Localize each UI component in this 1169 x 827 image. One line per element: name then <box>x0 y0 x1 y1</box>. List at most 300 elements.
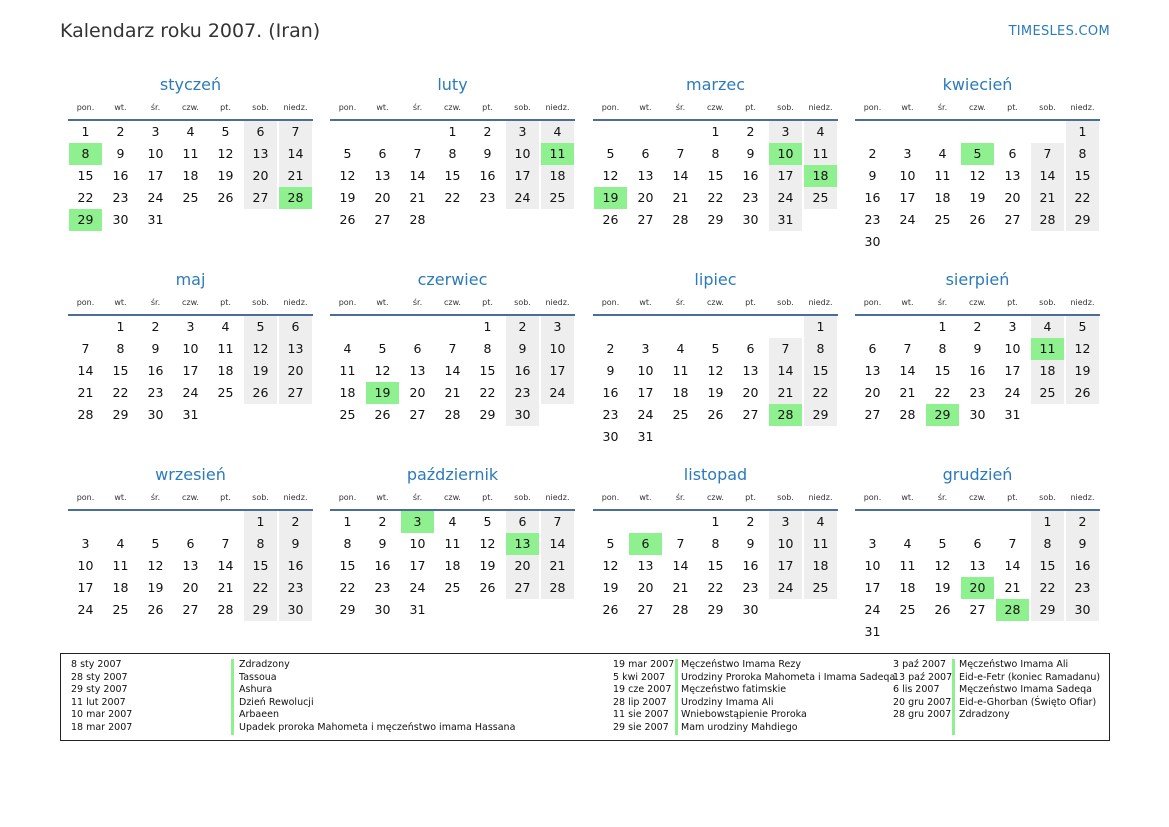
day-cell: 7 <box>676 146 685 161</box>
day-cell: 13 <box>244 143 277 165</box>
day-cell: 20 <box>506 555 539 577</box>
day-grid <box>68 121 313 231</box>
day-cell: 14 <box>899 363 916 378</box>
day-cell: 2 <box>868 146 877 161</box>
empty-cell <box>209 511 242 533</box>
day-cell: 2 <box>151 319 160 334</box>
day-cell: 5 <box>244 316 277 338</box>
legend-col1-marker <box>231 659 234 735</box>
day-cell: 30 <box>147 407 164 422</box>
day-cell: 13 <box>637 558 654 573</box>
day-cell: 25 <box>804 187 837 209</box>
day-cell: 7 <box>81 341 90 356</box>
weekday-label: pon. <box>601 493 620 502</box>
day-cell: 16 <box>279 555 312 577</box>
day-cell: 10 <box>637 363 654 378</box>
weekday-label: wt. <box>901 298 914 307</box>
day-cell: 15 <box>444 168 461 183</box>
weekday-header <box>68 490 313 511</box>
empty-cell <box>104 511 137 533</box>
day-cell: 11 <box>182 146 199 161</box>
day-cell: 31 <box>409 602 426 617</box>
day-cell: 2 <box>279 511 312 533</box>
legend-entry: 13 paź 2007 <box>893 671 953 683</box>
day-cell: 10 <box>541 338 574 360</box>
day-cell: 30 <box>279 599 312 621</box>
weekday-label: pt. <box>1007 298 1018 307</box>
day-cell: 19 <box>1066 360 1099 382</box>
day-cell: 21 <box>672 190 689 205</box>
holiday-day-cell: 28 <box>279 187 312 209</box>
day-cell: 12 <box>969 168 986 183</box>
day-cell: 1 <box>81 124 90 139</box>
month-name: listopad <box>683 465 748 484</box>
empty-cell <box>366 121 399 143</box>
day-cell: 12 <box>479 536 496 551</box>
day-cell: 24 <box>409 580 426 595</box>
month-calendar <box>855 460 1100 643</box>
day-cell: 22 <box>244 577 277 599</box>
weekday-label: wt. <box>376 298 389 307</box>
day-cell: 25 <box>217 385 234 400</box>
day-cell: 22 <box>1066 187 1099 209</box>
day-cell: 7 <box>221 536 230 551</box>
legend-col2-marker <box>675 659 678 735</box>
day-cell: 10 <box>147 146 164 161</box>
day-cell: 23 <box>969 385 986 400</box>
weekday-label: sob. <box>777 298 794 307</box>
empty-cell <box>664 511 697 533</box>
weekday-label: pt. <box>482 298 493 307</box>
day-cell: 23 <box>742 190 759 205</box>
day-cell: 31 <box>769 209 802 231</box>
day-cell: 24 <box>899 212 916 227</box>
day-cell: 2 <box>506 316 539 338</box>
day-cell: 6 <box>1008 146 1017 161</box>
day-cell: 22 <box>444 190 461 205</box>
day-cell: 10 <box>77 558 94 573</box>
weekday-label: czw. <box>444 493 461 502</box>
day-cell: 13 <box>279 338 312 360</box>
day-cell: 9 <box>483 146 492 161</box>
legend-entry: Zdradzony <box>239 659 290 670</box>
day-cell: 27 <box>374 212 391 227</box>
day-cell: 12 <box>1066 338 1099 360</box>
day-cell: 15 <box>1031 555 1064 577</box>
day-cell: 8 <box>448 146 457 161</box>
day-cell: 16 <box>147 363 164 378</box>
day-cell: 27 <box>279 382 312 404</box>
legend-entry: 28 sty 2007 <box>71 671 128 683</box>
weekday-label: wt. <box>376 493 389 502</box>
weekday-label: sob. <box>514 103 531 112</box>
weekday-label: niedz. <box>808 298 833 307</box>
empty-cell <box>174 511 207 533</box>
day-cell: 21 <box>217 580 234 595</box>
weekday-label: czw. <box>707 103 724 112</box>
day-cell: 7 <box>448 341 457 356</box>
day-cell: 17 <box>77 580 94 595</box>
day-cell: 3 <box>903 146 912 161</box>
weekday-label: czw. <box>707 298 724 307</box>
day-grid <box>593 316 838 448</box>
weekday-label: czw. <box>969 298 986 307</box>
day-cell: 24 <box>637 407 654 422</box>
day-cell: 5 <box>151 536 160 551</box>
day-cell: 14 <box>77 363 94 378</box>
weekday-label: niedz. <box>808 493 833 502</box>
weekday-label: niedz. <box>283 298 308 307</box>
day-cell: 28 <box>672 602 689 617</box>
day-cell: 12 <box>602 168 619 183</box>
day-cell: 25 <box>1031 382 1064 404</box>
day-cell: 28 <box>899 407 916 422</box>
legend-entry: 28 gru 2007 <box>893 709 952 721</box>
day-cell: 17 <box>637 385 654 400</box>
day-cell: 15 <box>804 360 837 382</box>
day-cell: 1 <box>343 514 352 529</box>
day-cell: 14 <box>541 533 574 555</box>
day-cell: 15 <box>244 555 277 577</box>
day-cell: 25 <box>339 407 356 422</box>
weekday-label: niedz. <box>1070 103 1095 112</box>
weekday-label: śr. <box>150 298 161 307</box>
weekday-label: czw. <box>969 103 986 112</box>
day-cell: 24 <box>1004 385 1021 400</box>
day-cell: 27 <box>742 407 759 422</box>
day-cell: 22 <box>1031 577 1064 599</box>
day-grid <box>593 511 838 621</box>
day-cell: 30 <box>602 429 619 444</box>
day-cell: 28 <box>672 212 689 227</box>
holiday-day-cell: 29 <box>926 404 959 426</box>
weekday-label: pt. <box>220 103 231 112</box>
day-cell: 1 <box>116 319 125 334</box>
weekday-label: wt. <box>114 298 127 307</box>
weekday-label: śr. <box>937 103 948 112</box>
weekday-label: śr. <box>150 103 161 112</box>
empty-cell <box>856 511 889 533</box>
weekday-label: pon. <box>863 298 882 307</box>
day-cell: 22 <box>112 385 129 400</box>
day-cell: 1 <box>483 319 492 334</box>
empty-cell <box>69 511 102 533</box>
day-cell: 22 <box>934 385 951 400</box>
weekday-label: śr. <box>675 298 686 307</box>
weekday-label: niedz. <box>545 493 570 502</box>
month-calendar <box>593 265 838 448</box>
day-cell: 3 <box>81 536 90 551</box>
day-cell: 5 <box>606 536 615 551</box>
day-cell: 26 <box>1066 382 1099 404</box>
day-cell: 26 <box>707 407 724 422</box>
day-cell: 6 <box>641 146 650 161</box>
empty-cell <box>629 121 662 143</box>
day-cell: 3 <box>1008 319 1017 334</box>
day-cell: 23 <box>374 580 391 595</box>
day-cell: 1 <box>711 514 720 529</box>
day-cell: 21 <box>899 385 916 400</box>
day-cell: 13 <box>969 558 986 573</box>
day-cell: 6 <box>746 341 755 356</box>
day-cell: 14 <box>217 558 234 573</box>
weekday-label: niedz. <box>1070 493 1095 502</box>
day-cell: 23 <box>479 190 496 205</box>
day-cell: 19 <box>969 190 986 205</box>
weekday-label: sob. <box>1039 103 1056 112</box>
day-cell: 7 <box>413 146 422 161</box>
day-cell: 17 <box>182 363 199 378</box>
empty-cell <box>366 316 399 338</box>
legend-entry: Ashura <box>239 684 273 696</box>
day-cell: 17 <box>541 360 574 382</box>
empty-cell <box>629 316 662 338</box>
weekday-label: pon. <box>76 298 95 307</box>
day-cell: 2 <box>116 124 125 139</box>
day-cell: 29 <box>479 407 496 422</box>
day-cell: 30 <box>742 212 759 227</box>
day-cell: 18 <box>182 168 199 183</box>
day-cell: 29 <box>707 602 724 617</box>
day-cell: 11 <box>112 558 129 573</box>
day-grid <box>330 121 575 231</box>
day-cell: 15 <box>339 558 356 573</box>
day-cell: 13 <box>374 168 391 183</box>
day-cell: 6 <box>413 341 422 356</box>
day-cell: 29 <box>1031 599 1064 621</box>
holiday-day-cell: 29 <box>69 209 102 231</box>
day-cell: 26 <box>374 407 391 422</box>
day-cell: 19 <box>244 360 277 382</box>
day-cell: 7 <box>279 121 312 143</box>
day-cell: 8 <box>1066 143 1099 165</box>
legend-col1-dates <box>71 659 132 735</box>
day-cell: 13 <box>864 363 881 378</box>
day-cell: 3 <box>769 511 802 533</box>
day-cell: 4 <box>116 536 125 551</box>
day-cell: 19 <box>479 558 496 573</box>
day-cell: 12 <box>339 168 356 183</box>
day-cell: 4 <box>676 341 685 356</box>
month-name: kwiecień <box>942 75 1013 94</box>
day-cell: 25 <box>182 190 199 205</box>
day-cell: 4 <box>804 121 837 143</box>
legend-entry: 10 mar 2007 <box>71 709 133 721</box>
day-cell: 27 <box>864 407 881 422</box>
weekday-label: sob. <box>252 493 269 502</box>
holiday-day-cell: 11 <box>541 143 574 165</box>
day-cell: 17 <box>899 190 916 205</box>
weekday-label: czw. <box>182 298 199 307</box>
day-cell: 5 <box>343 146 352 161</box>
holiday-day-cell: 28 <box>769 404 802 426</box>
day-cell: 6 <box>973 536 982 551</box>
empty-cell <box>699 316 732 338</box>
day-grid <box>68 316 313 426</box>
day-cell: 20 <box>279 360 312 382</box>
day-cell: 21 <box>279 165 312 187</box>
empty-cell <box>69 316 102 338</box>
weekday-label: sob. <box>777 103 794 112</box>
legend-entry: 19 mar 2007 <box>613 659 675 670</box>
day-cell: 17 <box>147 168 164 183</box>
day-cell: 28 <box>217 602 234 617</box>
empty-cell <box>401 121 434 143</box>
weekday-label: pon. <box>863 493 882 502</box>
day-cell: 5 <box>1066 316 1099 338</box>
day-cell: 2 <box>973 319 982 334</box>
day-cell: 9 <box>606 363 615 378</box>
day-cell: 16 <box>969 363 986 378</box>
day-cell: 9 <box>746 146 755 161</box>
day-cell: 3 <box>151 124 160 139</box>
holiday-day-cell: 3 <box>401 511 434 533</box>
day-cell: 6 <box>244 121 277 143</box>
weekday-header <box>855 100 1100 121</box>
day-cell: 8 <box>1031 533 1064 555</box>
day-cell: 18 <box>444 558 461 573</box>
weekday-label: śr. <box>937 298 948 307</box>
day-cell: 29 <box>244 599 277 621</box>
day-cell: 5 <box>711 341 720 356</box>
page-title: Kalendarz roku 2007. (Iran) <box>60 20 321 42</box>
day-cell: 9 <box>1066 533 1099 555</box>
day-cell: 7 <box>676 536 685 551</box>
day-cell: 12 <box>147 558 164 573</box>
empty-cell <box>331 121 364 143</box>
day-cell: 17 <box>506 165 539 187</box>
weekday-header <box>68 100 313 121</box>
day-grid <box>855 511 1100 643</box>
empty-cell <box>856 316 889 338</box>
day-cell: 1 <box>1031 511 1064 533</box>
empty-cell <box>926 511 959 533</box>
day-cell: 20 <box>637 190 654 205</box>
day-cell: 16 <box>864 190 881 205</box>
legend-entry: 8 sty 2007 <box>71 659 122 670</box>
legend-entry: 11 lut 2007 <box>71 696 126 708</box>
day-cell: 11 <box>672 363 689 378</box>
month-name: czerwiec <box>417 270 488 289</box>
day-cell: 5 <box>606 146 615 161</box>
day-cell: 2 <box>606 341 615 356</box>
day-cell: 15 <box>1066 165 1099 187</box>
month-calendar <box>593 70 838 231</box>
day-cell: 24 <box>864 602 881 617</box>
month-name: wrzesień <box>155 465 226 484</box>
month-name: lipiec <box>694 270 737 289</box>
empty-cell <box>961 121 994 143</box>
day-cell: 2 <box>1066 511 1099 533</box>
day-cell: 31 <box>182 407 199 422</box>
day-cell: 16 <box>602 385 619 400</box>
empty-cell <box>996 121 1029 143</box>
legend-entry: Mam urodziny Mahdiego <box>681 721 798 733</box>
day-cell: 22 <box>707 580 724 595</box>
day-cell: 22 <box>707 190 724 205</box>
day-cell: 19 <box>707 385 724 400</box>
day-cell: 16 <box>742 558 759 573</box>
weekday-label: wt. <box>376 103 389 112</box>
day-cell: 30 <box>1066 599 1099 621</box>
day-cell: 23 <box>112 190 129 205</box>
day-cell: 3 <box>541 316 574 338</box>
empty-cell <box>436 316 469 338</box>
day-cell: 2 <box>746 124 755 139</box>
weekday-label: niedz. <box>283 103 308 112</box>
legend-entry: 29 sty 2007 <box>71 684 128 696</box>
weekday-label: czw. <box>444 103 461 112</box>
brand-link[interactable]: TIMESLES.COM <box>1008 24 1110 39</box>
weekday-label: śr. <box>675 103 686 112</box>
empty-cell <box>961 511 994 533</box>
day-cell: 25 <box>899 602 916 617</box>
day-cell: 19 <box>934 580 951 595</box>
legend-entry: Tassoua <box>239 671 277 683</box>
day-cell: 1 <box>938 319 947 334</box>
day-cell: 30 <box>112 212 129 227</box>
month-name: grudzień <box>942 465 1013 484</box>
weekday-label: sob. <box>252 298 269 307</box>
day-cell: 12 <box>602 558 619 573</box>
weekday-label: niedz. <box>1070 298 1095 307</box>
weekday-label: pon. <box>338 103 357 112</box>
day-cell: 15 <box>707 168 724 183</box>
day-cell: 31 <box>637 429 654 444</box>
day-cell: 27 <box>637 602 654 617</box>
day-cell: 1 <box>244 511 277 533</box>
weekday-header <box>855 490 1100 511</box>
month-calendar <box>68 70 313 231</box>
day-cell: 20 <box>244 165 277 187</box>
month-calendar <box>593 460 838 621</box>
holiday-day-cell: 10 <box>769 143 802 165</box>
day-cell: 17 <box>864 580 881 595</box>
month-calendar <box>855 265 1100 426</box>
day-cell: 20 <box>637 580 654 595</box>
weekday-label: pt. <box>482 493 493 502</box>
day-cell: 29 <box>1066 209 1099 231</box>
day-cell: 4 <box>541 121 574 143</box>
month-name: marzec <box>685 75 745 94</box>
day-cell: 16 <box>1066 555 1099 577</box>
holiday-day-cell: 5 <box>961 143 994 165</box>
day-cell: 29 <box>707 212 724 227</box>
weekday-label: pon. <box>76 103 95 112</box>
day-cell: 14 <box>769 360 802 382</box>
day-cell: 16 <box>112 168 129 183</box>
legend-col3-marker <box>952 659 955 735</box>
day-cell: 22 <box>77 190 94 205</box>
day-cell: 9 <box>151 341 160 356</box>
day-cell: 15 <box>112 363 129 378</box>
weekday-label: czw. <box>707 493 724 502</box>
day-cell: 6 <box>378 146 387 161</box>
day-grid <box>68 511 313 621</box>
holiday-day-cell: 8 <box>69 143 102 165</box>
day-cell: 18 <box>1031 360 1064 382</box>
day-cell: 18 <box>899 580 916 595</box>
weekday-label: wt. <box>114 493 127 502</box>
month-calendar <box>330 265 575 426</box>
weekday-label: niedz. <box>545 103 570 112</box>
day-cell: 14 <box>279 143 312 165</box>
day-cell: 3 <box>868 536 877 551</box>
day-cell: 10 <box>409 536 426 551</box>
day-cell: 2 <box>483 124 492 139</box>
day-cell: 19 <box>217 168 234 183</box>
empty-cell <box>629 511 662 533</box>
